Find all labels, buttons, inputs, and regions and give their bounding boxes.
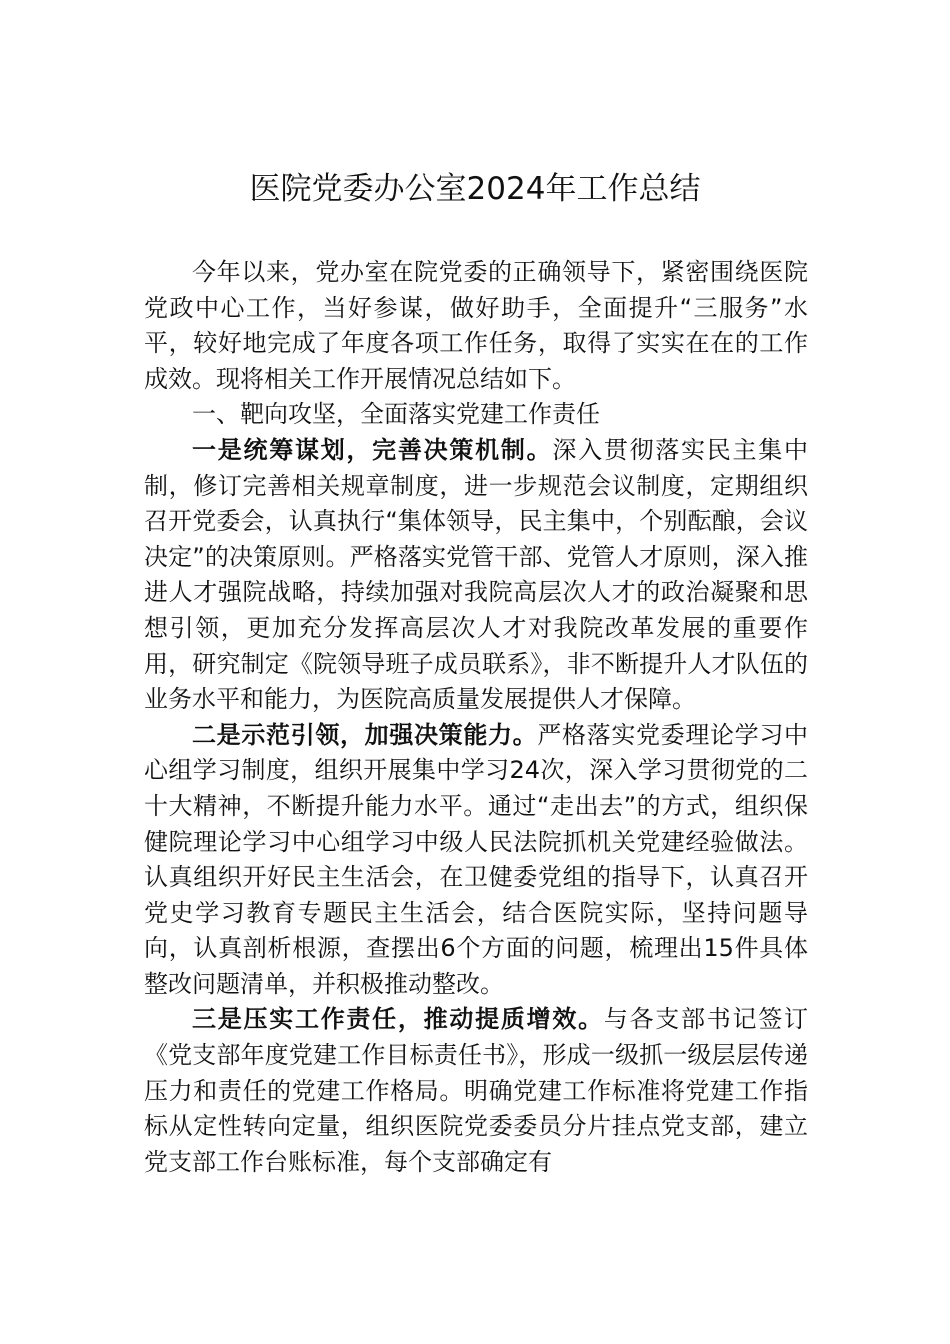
document-body	[144, 255, 808, 1180]
section-heading: 一、靶向攻坚，全面落实党建工作责任	[192, 400, 600, 429]
paragraph-text: 深入贯彻落实民主集中制，修订完善相关规章制度，进一步规范会议制度，定期组织召开党委会，认真执行“集体领导，民主集中，个别酝酿，会议决定”的决策原则。严格落实党管干部、党管人才原则，深入推进人才强院战略，持续加强对我院高层次人才的政治凝聚和思想引领，更加充分发挥高层次人才对我院改革发展的重要作用，研究制定《院领导班子成员联系》，非不断提升人才队伍的业务水平和能力，为医院高质量发展提供人才保障。	[144, 435, 809, 714]
body-paragraph-3	[144, 1002, 808, 1180]
intro-paragraph: 今年以来，党办室在院党委的正确领导下，紧密围绕医院党政中心工作，当好参谋，做好助手，全面提升“三服务”水平，较好地完成了年度各项工作任务，取得了实实在在的工作成效。现将相关工作开展情况总结如下。	[144, 258, 808, 393]
paragraph-text: 与各支部书记签订《党支部年度党建工作目标责任书》，形成一级抓一级层层传递压力和责任的党建工作格局。明确党建工作标准将党建工作指标从定性转向定量，组织医院党委委员分片挂点党支部，建立党支部工作台账标准，每个支部确定有	[144, 1005, 809, 1176]
body-paragraph-2	[144, 718, 808, 1003]
body-paragraph-1	[144, 433, 808, 718]
paragraph-lead: 三是压实工作责任，推动提质增效。	[192, 1005, 604, 1034]
paragraph-lead: 一是统筹谋划，完善决策机制。	[192, 435, 553, 464]
document-title: 医院党委办公室2024年工作总结	[249, 171, 701, 207]
paragraph-lead: 二是示范引领，加强决策能力。	[192, 720, 538, 749]
paragraph-text: 严格落实党委理论学习中心组学习制度，组织开展集中学习24次，深入学习贯彻党的二十大精神，不断提升能力水平。通过“走出去”的方式，组织保健院理论学习中心组学习中级人民法院抓机关党建经验做法。认真组织开好民主生活会，在卫健委党组的指导下，认真召开党史学习教育专题民主生活会，结合医院实际，坚持问题导向，认真剖析根源，查摆出6个方面的问题，梳理出15件具体整改问题清单，并积极推动整改。	[144, 720, 809, 998]
